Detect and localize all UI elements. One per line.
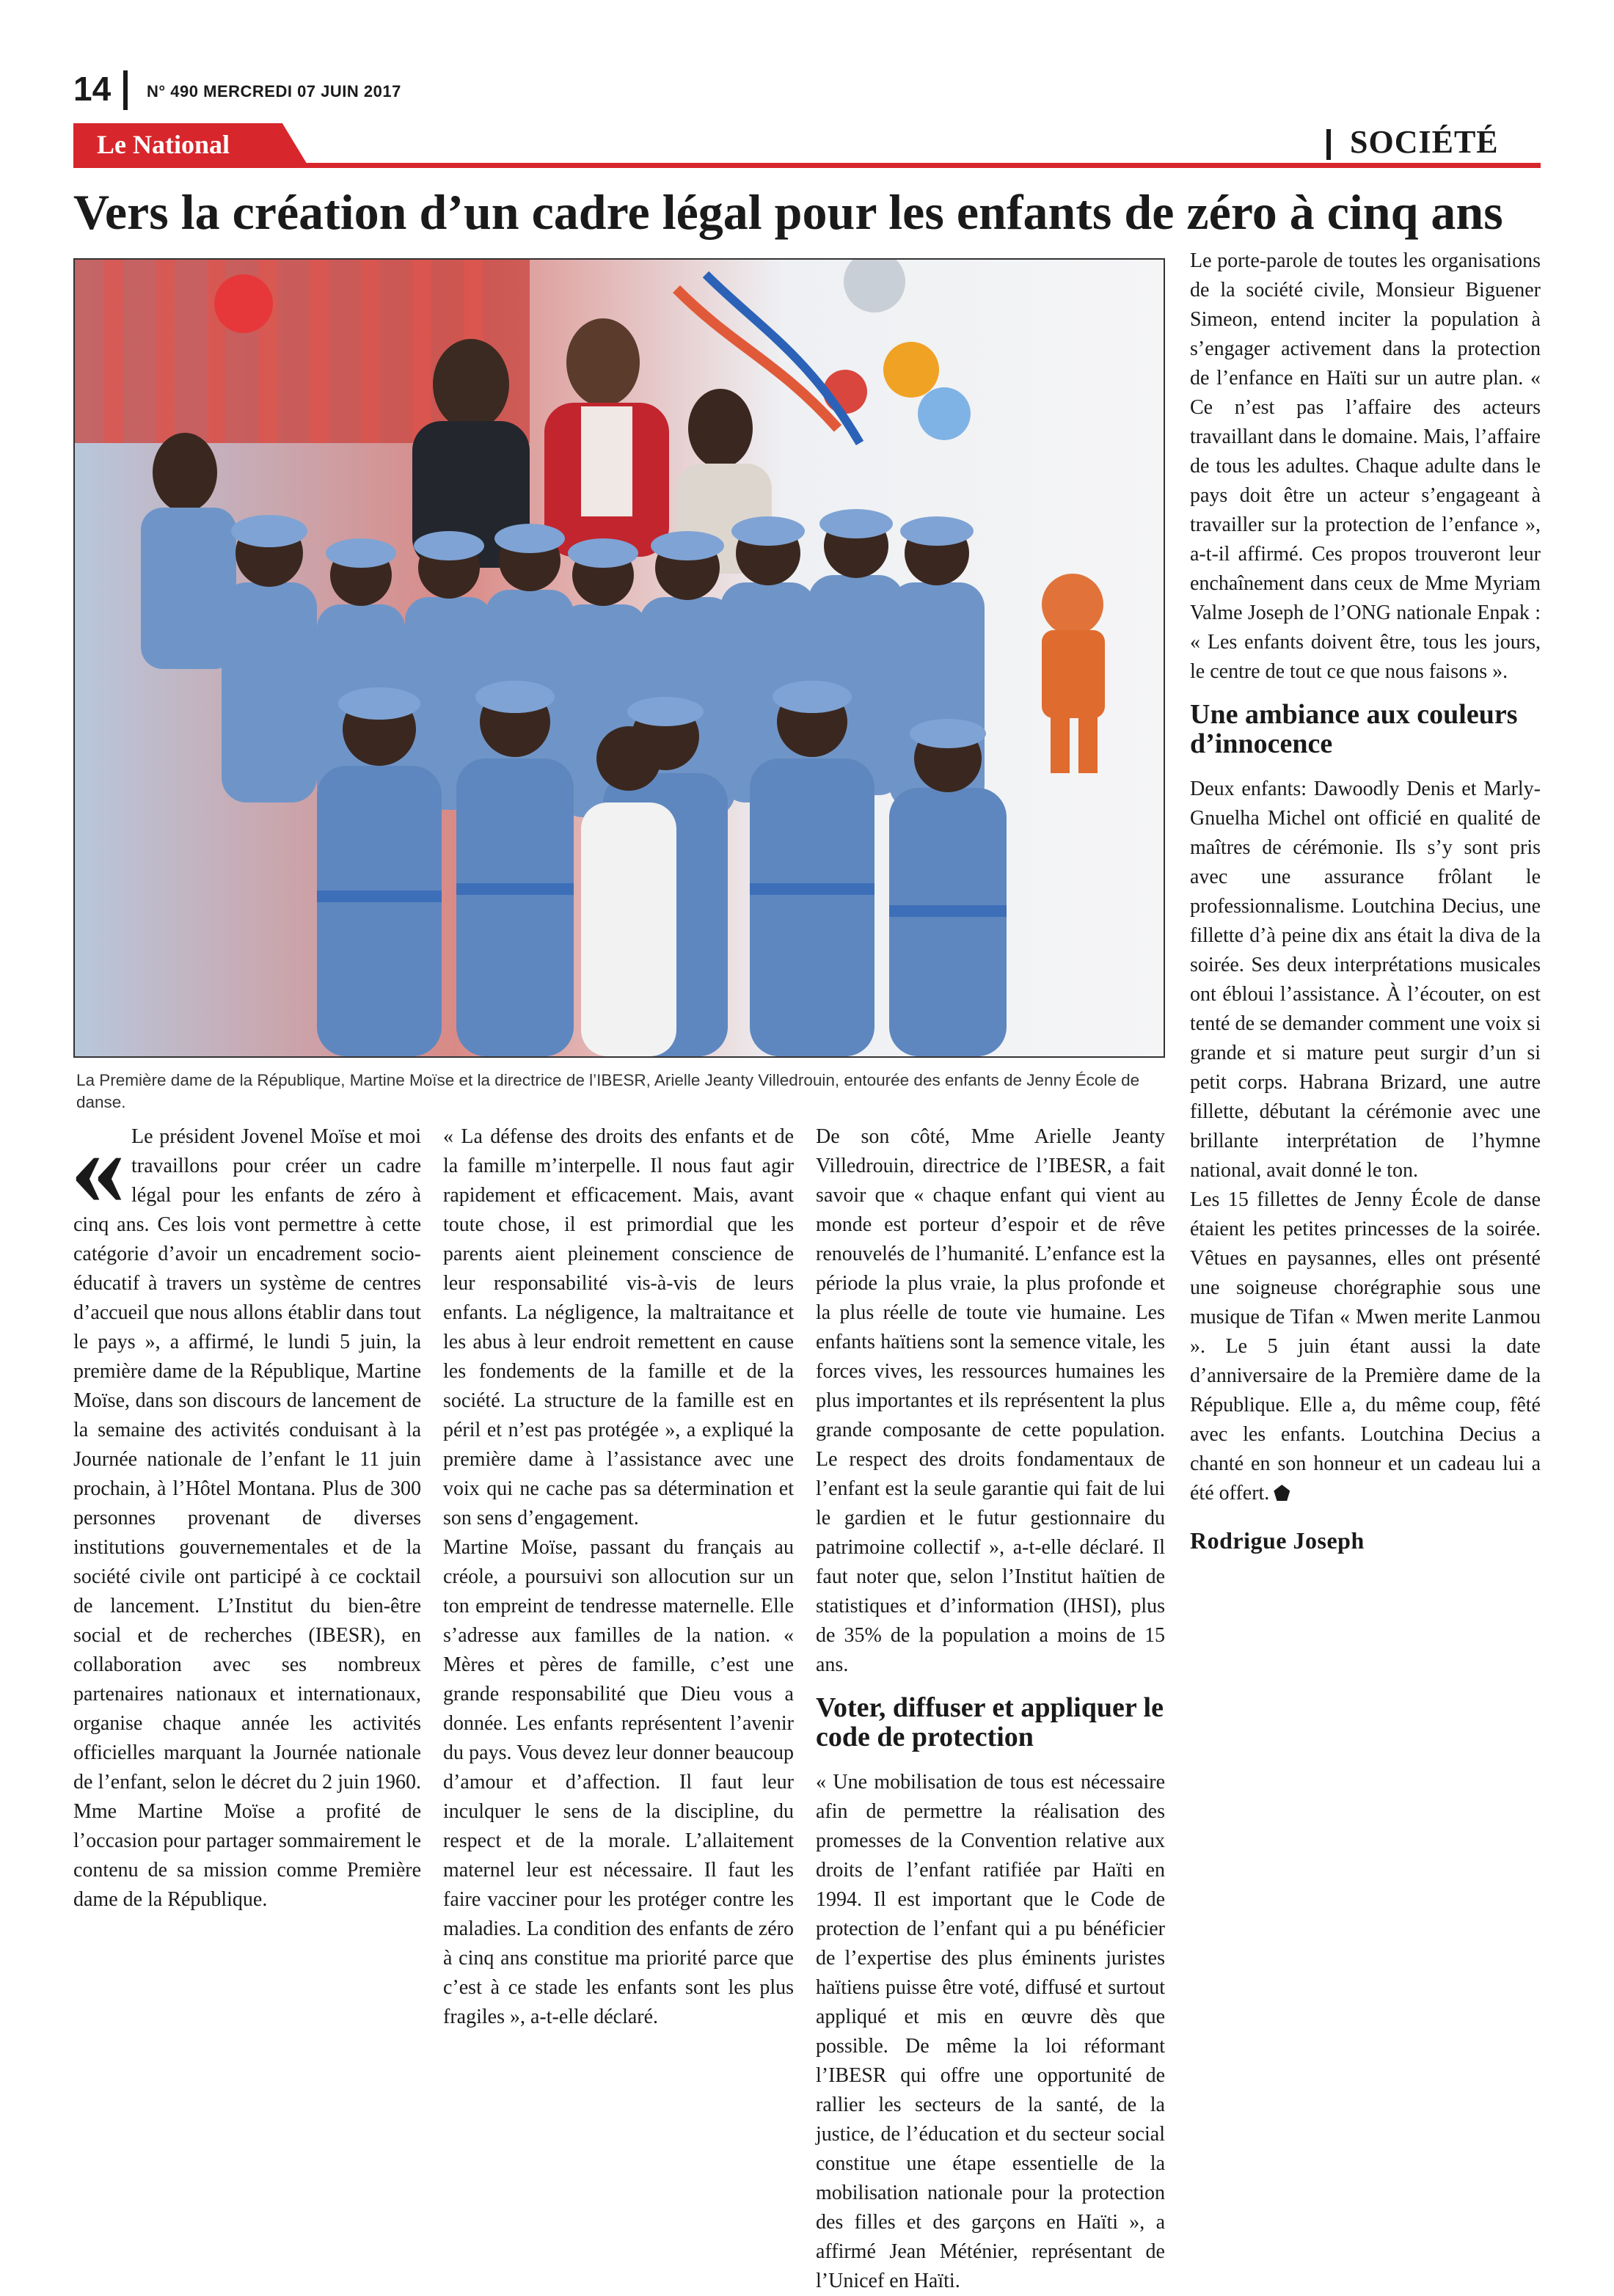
article-photo [73, 258, 1165, 1058]
newspaper-masthead: Le National [97, 130, 230, 159]
article-headline: Vers la création d’un cadre légal pour les enfants de zéro à cinq ans [73, 184, 1503, 240]
photo-caption: La Première dame de la République, Martine Moïse et la directrice de l’IBESR, Arielle Jeanty Villedrouin, entourée des enfants de Jenny École de danse. [76, 1071, 1140, 1111]
lead-paragraph-text: Le président Jovenel Moïse et moi travaillons pour créer un cadre légal pour les enfants de zéro à cinq ans. Ces lois vont permettre à cette catégorie d’avoir un encadrement socio-éducatif à travers un système de centres d’accueil que nous allons établir dans tout le pays », a affirmé, le lundi 5 juin, la première dame de la République, Martine Moïse, dans son discours de lancement de la semaine des activités conduisant à la Journée nationale de l’enfant le 11 juin prochain, à l’Hôtel Montana. Plus de 300 personnes provenant de diverses institutions gouvernementales et de la société civile ont participé à ce cocktail de lancement. L’Institut du bien-être social et de recherches (IBESR), en collaboration avec ses nombreux partenaires nationaux et internationaux, organise chaque année les activités officielles marquant la Journée nationale de l’enfant, selon le décret du 2 juin 1960. Mme Martine Moïse a profité de l’occasion pour partager sommairement le contenu de sa mission comme Première dame de la République. [73, 1125, 421, 1911]
subheading-code-protection: Voter, diffuser et appliquer le code de protection [816, 1692, 1164, 1752]
article-paragraph: De son côté, Mme Arielle Jeanty Villedrouin, directrice de l’IBESR, a fait savoir que « chaque enfant qui vient au monde est porteur d’espoir et de rêve renouvelés de l’humanité. L’enfance est la période la plus vraie, la plus profonde et la plus réelle de toute vie humaine. Les enfants haïtiens sont la semence vitale, les forces vives, les ressources humaines les plus importantes et ils représentent la plus grande composante de cette population. Le respect des droits fondamentaux de l’enfant est la seule garantie qui fait de lui le gardien et le futur gestionnaire du patrimoine collectif », a-t-elle déclaré. Il faut noter que, selon l’Institut haïtien de statistiques et d’information (IHSI), plus de 35% de la population a moins de 15 ans. [816, 1125, 1165, 1676]
article-column-4 [1190, 246, 1541, 1555]
page-number-divider [123, 70, 128, 110]
author-byline: Rodrigue Joseph [1190, 1527, 1365, 1554]
article-paragraph: « Une mobilisation de tous est nécessaire afin de permettre la réalisation des promesses de la Convention relative aux droits de l’enfant ratifiée par Haïti en 1994. Il est important que le Code de protection de l’enfant qui a pu bénéficier de l’expertise des plus éminents juristes haïtiens puisse être voté, diffusé et surtout appliqué et mis en œuvre dès que possible. De même la loi réformant l’IBESR qui offre une opportunité de rallier les secteurs de la santé, de la justice, de l’éducation et du secteur social constitue une étape essentielle de la mobilisation nationale pour la protection des filles et des garçons en Haïti », a affirmé Jean Méténier, représentant de l’Unicef en Haïti. [816, 1771, 1165, 2292]
subheading-ambiance: Une ambiance aux couleurs d’innocence [1190, 699, 1518, 759]
page-number: 14 [73, 70, 112, 108]
article-paragraph-final [1190, 1185, 1541, 1508]
article-paragraph: « La défense des droits des enfants et de la famille m’interpelle. Il nous faut agir rapidement et efficacement. Mais, avant toute chose, il est primordial que les parents aient pleinement conscience de leur responsabilité vis-à-vis de leurs enfants. La négligence, la maltraitance et les abus à leur endroit remettent en cause les fondements de la famille et de la société. La structure de la famille est en péril et n’est pas protégée », a expliqué la première dame à l’assistance avec une voix qui ne cache pas sa détermination et son sens d’engagement. [443, 1125, 794, 1529]
article-paragraph: Le porte-parole de toutes les organisations de la société civile, Monsieur Biguener Simeon, entend inciter la population à s’engager activement dans la protection de l’enfance en Haïti sur un autre plan. « Ce n’est pas l’affaire des acteurs travaillant dans le domaine. Mais, l’affaire de tous les adultes. Chaque adulte dans le pays doit être un acteur s’engageant à travailler sur la protection de l’enfance », a-t-il affirmé. Ces propos trouveront leur enchaînement dans ceux de Mme Myriam Valme Joseph de l’ONG nationale Enpak : « Les enfants doivent être, tous les jours, le centre de tout ce que nous faisons ». [1190, 249, 1541, 683]
section-label: SOCIÉTÉ [1350, 124, 1499, 160]
header-rule [73, 163, 1541, 168]
article-column-1 [70, 1106, 421, 1915]
section-divider [1326, 129, 1331, 160]
article-column-3 [816, 1122, 1165, 2296]
article-paragraph: Martine Moïse, passant du français au créole, a poursuivi son allocution sur un ton empreint de tendresse maternelle. Elle s’adresse aux familles de la nation. « Mères et pères de famille, c’est une grande responsabilité que Dieu vous a donnée. Les enfants représentent l’avenir du pays. Vous devez leur donner beaucoup d’amour et d’affection. Il faut leur inculquer le sens de la discipline, du respect et de la morale. L’allaitement maternel leur est nécessaire. Il faut les faire vacciner pour les protéger contre les maladies. La condition des enfants de zéro à cinq ans constitue ma priorité parce que c’est à ce stade les enfants sont les plus fragiles », a-t-elle déclaré. [443, 1536, 794, 2028]
issue-date-line: N° 490 MERCREDI 07 JUIN 2017 [147, 82, 401, 100]
dance-group-illustration [75, 260, 1164, 1056]
lead-paragraph [70, 1106, 421, 1915]
article-paragraph: Deux enfants: Dawoodly Denis et Marly-Gnuelha Michel ont officié en qualité de maîtres de cérémonie. Ils s’y sont pris avec une assurance frôlant le professionnalisme. Loutchina Decius, une fillette d’à peine dix ans était la diva de la soirée. Ses deux interprétations musicales ont ébloui l’assistance. À l’écouter, on est tenté de se demander comment une voix si grande et si mature peut surgir d’un si petit corps. Habrana Brizard, une autre fillette, débutant la cérémonie avec une brillante interprétation de l’hymne national, avait donné le ton. [1190, 778, 1541, 1182]
opening-quote-mark: « [70, 1106, 125, 1228]
article-column-2 [443, 1122, 794, 2032]
end-of-article-icon [1274, 1485, 1290, 1501]
final-paragraph-text: Les 15 fillettes de Jenny École de danse étaient les petites princesses de la soirée. Vêtues en paysannes, elles ont présenté une soigneuse chorégraphie sous une musique de Tifan « Mwen merite Lanmou ». Le 5 juin étant aussi la date d’anniversaire de la Première dame de la République. Elle a, du même coup, fêté avec les enfants. Loutchina Decius a chanté en son honneur et un cadeau lui a été offert. [1190, 1188, 1541, 1505]
